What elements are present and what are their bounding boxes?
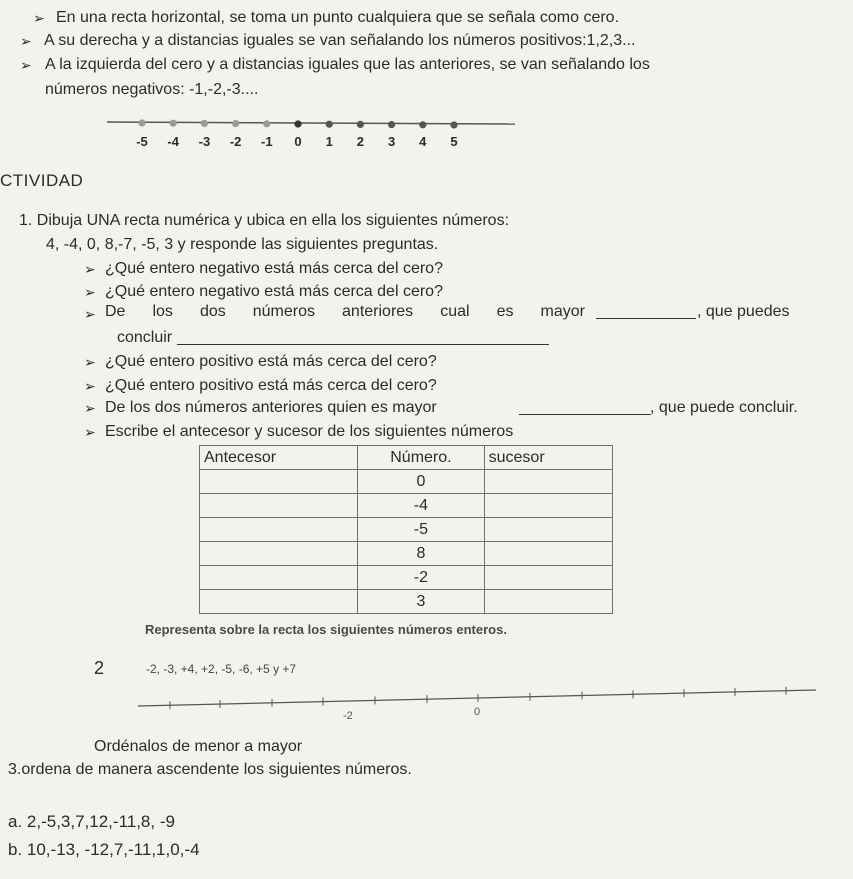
bullet-arrow-icon: ➢	[84, 284, 96, 300]
number-cell: -4	[358, 494, 484, 518]
number-label: 4	[419, 134, 427, 149]
question-7: Escribe el antecesor y sucesor de los siguientes números	[105, 423, 514, 440]
exercise2-heading: Representa sobre la recta los siguientes números enteros.	[145, 622, 507, 637]
question-3-line2: concluir	[117, 329, 173, 346]
q3-word: los	[152, 303, 173, 320]
exercise2-values: -2, -3, +4, +2, -5, -6, +5 y +7	[146, 662, 297, 676]
number-cell: 0	[358, 470, 484, 494]
question-3-end: , que puedes	[697, 303, 790, 320]
header-sucesor: sucesor	[484, 446, 612, 470]
bullet-arrow-icon: ➢	[20, 57, 32, 73]
q3-word: cual	[440, 303, 470, 320]
section-title: CTIVIDAD	[0, 171, 84, 190]
bullet-arrow-icon: ➢	[84, 306, 96, 322]
question-1: ¿Qué entero negativo está más cerca del cero?	[105, 260, 443, 277]
number-cell: 3	[358, 590, 484, 614]
header-antecesor: Antecesor	[200, 446, 358, 470]
bullet-arrow-icon: ➢	[84, 261, 96, 277]
number-label: -2	[229, 134, 242, 149]
exercise1-line2: 4, -4, 0, 8,-7, -5, 3 y responde las siguientes preguntas.	[46, 236, 439, 253]
number-label: 2	[356, 134, 364, 149]
question-5: ¿Qué entero positivo está más cerca del cero?	[105, 377, 437, 394]
number-cell: -5	[358, 518, 484, 542]
q3-word: anteriores	[342, 303, 414, 320]
header-numero: Número.	[358, 446, 484, 470]
exercise2-order: Ordénalos de menor a mayor	[94, 738, 303, 755]
q3-word: es	[496, 303, 514, 320]
intro-bullet-1: En una recta horizontal, se toma un punto cualquiera que se señala como cero.	[56, 9, 620, 26]
number-label: -1	[261, 134, 273, 149]
number-label: 3	[387, 134, 396, 149]
number-label: 0	[294, 134, 302, 149]
bullet-arrow-icon: ➢	[20, 33, 32, 49]
q3-word: mayor	[540, 303, 585, 320]
number-label: -5	[136, 134, 148, 149]
question-6-end: , que puede concluir.	[650, 399, 798, 416]
number-label: 5	[450, 134, 458, 149]
number-cell: -2	[358, 566, 484, 590]
bullet-arrow-icon: ➢	[84, 400, 96, 416]
q3-word: números	[252, 303, 315, 320]
q3-word: dos	[199, 303, 226, 320]
exercise3-title: 3.ordena de manera ascendente los siguientes números.	[8, 761, 412, 778]
bullet-arrow-icon: ➢	[84, 424, 96, 440]
intro-bullet-3-line1: A la izquierda del cero y a distancias iguales que las anteriores, se van señalando los	[45, 56, 650, 73]
exercise2-label-zero: 0	[474, 706, 481, 718]
bullet-arrow-icon: ➢	[84, 378, 96, 394]
question-2: ¿Qué entero negativo está más cerca del cero?	[105, 283, 443, 300]
number-label: -4	[167, 134, 179, 149]
intro-bullet-2: A su derecha y a distancias iguales se van señalando los números positivos:1,2,3...	[44, 32, 636, 49]
bullet-arrow-icon: ➢	[33, 10, 45, 26]
exercise3-item-a: a. 2,-5,3,7,12,-11,8, -9	[8, 812, 175, 831]
number-cell: 8	[358, 542, 484, 566]
intro-bullet-3-line2: números negativos: -1,-2,-3....	[45, 81, 259, 98]
exercise1-line1: 1. Dibuja UNA recta numérica y ubica en ella los siguientes números:	[19, 212, 510, 229]
exercise2-number: 2	[94, 658, 105, 678]
number-label: -3	[198, 134, 211, 149]
question-6: De los dos números anteriores quien es mayor	[105, 399, 437, 416]
exercise2-label-minus2: -2	[343, 710, 353, 722]
bullet-arrow-icon: ➢	[84, 354, 96, 370]
question-4: ¿Qué entero positivo está más cerca del cero?	[105, 353, 437, 370]
exercise2-line-axis	[138, 690, 816, 706]
exercise3-item-b: b. 10,-13, -12,7,-11,1,0,-4	[8, 840, 200, 859]
number-label: 1	[325, 134, 333, 149]
q3-word: De	[105, 303, 126, 320]
